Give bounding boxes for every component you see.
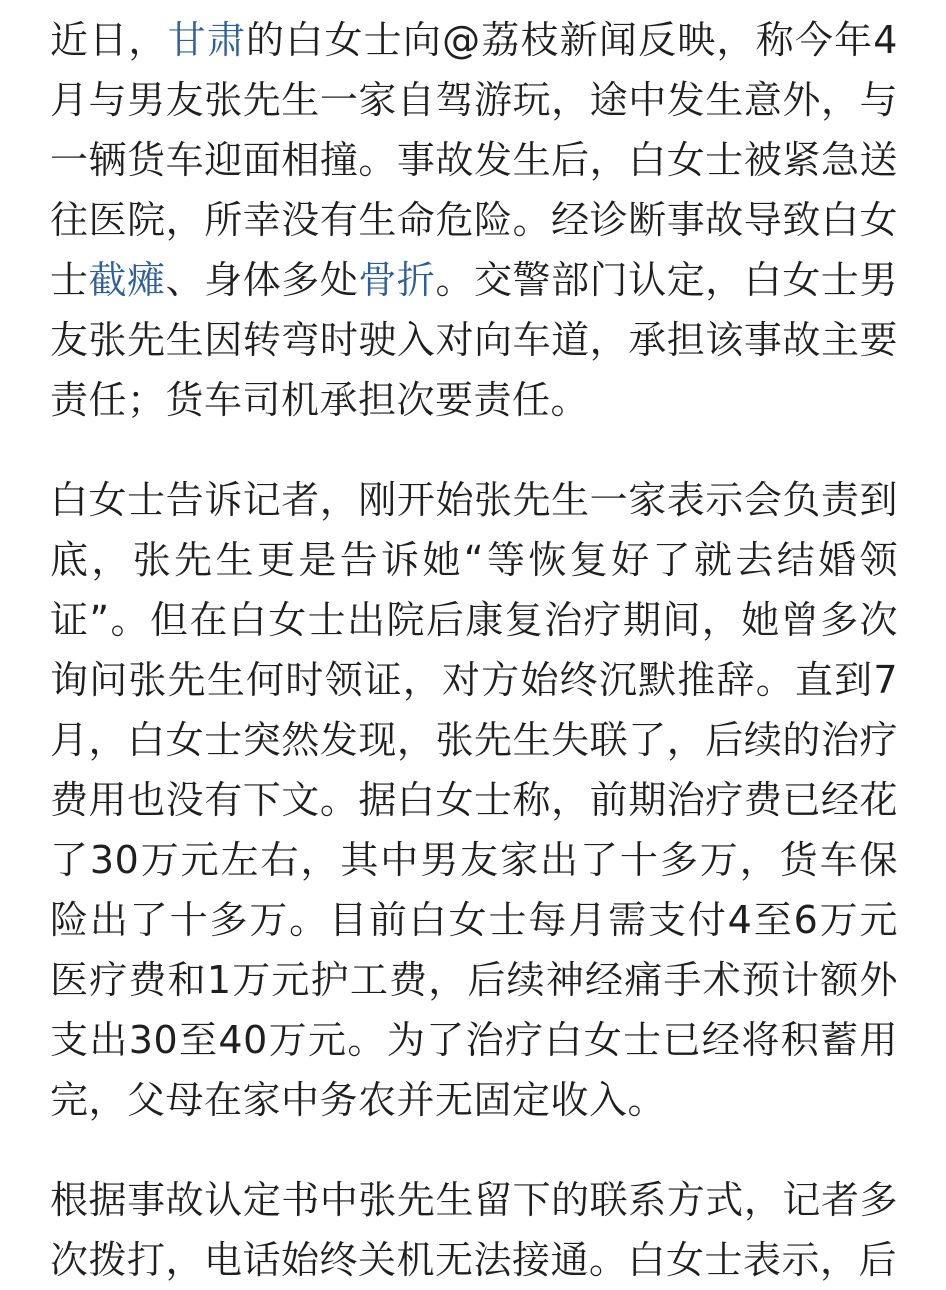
text-segment: 近日，	[50, 18, 168, 62]
link-fracture[interactable]: 骨折	[358, 258, 436, 302]
paragraph-1	[50, 10, 898, 430]
text-segment: 、身体多处	[165, 258, 359, 302]
text-segment: 根据事故认定书中张先生留下的联系方式，记者多次拨打，电话始终关机无法接通。白女士表示，后	[50, 1178, 898, 1282]
article-body	[50, 10, 898, 1290]
text-segment: 。交警部门认定，白女士男友张先生因转弯时驶入对向车道，承担该事故主要责任；货车司机承担次要责任。	[50, 258, 898, 422]
link-gansu[interactable]: 甘肃	[167, 18, 247, 62]
text-segment: 白女士告诉记者，刚开始张先生一家表示会负责到底，张先生更是告诉她“等恢复好了就去结婚领证”。但在白女士出院后康复治疗期间，她曾多次询问张先生何时领证，对方始终沉默推辞。直到7月，白女士突然发现，张先生失联了，后续的治疗费用也没有下文。据白女士称，前期治疗费已经花了30万元左右，其中男友家出了十多万，货车保险出了十多万。目前白女士每月需支付4至6万元医疗费和1万元护工费，后续神经痛手术预计额外支出30至40万元。为了治疗白女士已经将积蓄用完，父母在家中务农并无固定收入。	[50, 478, 898, 1122]
paragraph-2	[50, 470, 898, 1130]
text-segment: 的白女士向@荔枝新闻反映，称今年4月与男友张先生一家自驾游玩，途中发生意外，与一辆货车迎面相撞。事故发生后，白女士被紧急送往医院，所幸没有生命危险。经诊断事故导致白女士	[50, 18, 898, 302]
link-paraplegia[interactable]: 截瘫	[88, 258, 166, 302]
paragraph-3	[50, 1170, 898, 1290]
